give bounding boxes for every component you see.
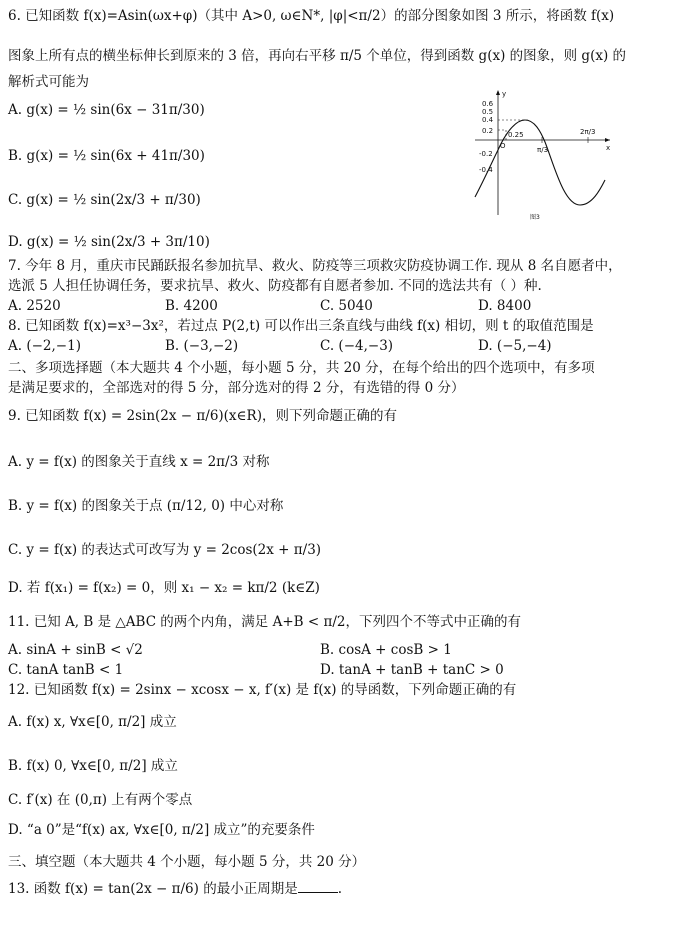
q7-option-d[interactable]: D. 8400 [478, 298, 532, 314]
section3-heading: 三、填空题（本大题共 4 个小题，每小题 5 分，共 20 分） [8, 854, 366, 870]
y-tick-neg-0-4: -0.4 [479, 166, 493, 174]
x-axis-arrow [605, 138, 610, 142]
q6-option-c[interactable]: C. g(x) = ½ sin(2x/3 + π/30) [8, 192, 201, 208]
q8-option-c[interactable]: C. (−4,−3) [320, 338, 394, 354]
q9-option-c[interactable]: C. y = f(x) 的表达式可改写为 y = 2cos(2x + π/3) [8, 542, 322, 558]
q12-option-a[interactable]: A. f(x) x, ∀x∈[0, π/2] 成立 [8, 714, 177, 730]
q6-line1: 6. 已知函数 f(x)=Asin(ωx+φ)（其中 A>0, ω∈N*, |φ|<π/2）的部分图象如图 3 所示，将函数 f(x) [8, 8, 615, 24]
q6-line3: 解析式可能为 [8, 74, 89, 90]
function-graph-figure [470, 90, 610, 220]
q8-option-b[interactable]: B. (−3,−2) [165, 338, 239, 354]
q13-stem-end: . [337, 881, 342, 897]
q7-line2: 选派 5 人担任协调任务，要求抗旱、救火、防疫都有自愿者参加. 不同的选法共有（ ）种. [8, 278, 542, 294]
y-axis-arrow [496, 90, 500, 95]
figure-caption: 图3 [530, 214, 540, 220]
q13-stem-text: 13. 函数 f(x) = tan(2x − π/6) 的最小正周期是 [8, 881, 298, 897]
q7-option-a[interactable]: A. 2520 [8, 298, 61, 314]
q12-option-c[interactable]: C. f′(x) 在 (0,π) 上有两个零点 [8, 792, 193, 808]
q8-option-d[interactable]: D. (−5,−4) [478, 338, 552, 354]
q9-option-d[interactable]: D. 若 f(x₁) = f(x₂) = 0，则 x₁ − x₂ = kπ/2 (k∈Z) [8, 580, 320, 596]
q11-option-d[interactable]: D. tanA + tanB + tanC > 0 [320, 662, 504, 678]
x-axis-label: x [606, 144, 610, 152]
q6-line2: 图象上所有点的横坐标伸长到原来的 3 倍，再向右平移 π/5 个单位，得到函数 g(x) 的图象，则 g(x) 的 [8, 48, 627, 64]
q6-option-d[interactable]: D. g(x) = ½ sin(2x/3 + 3π/10) [8, 234, 210, 250]
q12-stem: 12. 已知函数 f(x) = 2sinx − xcosx − x, f′(x) 是 f(x) 的导函数，下列命题正确的有 [8, 682, 517, 698]
q13-answer-blank[interactable] [298, 878, 338, 893]
q9-stem: 9. 已知函数 f(x) = 2sin(2x − π/6)(x∈R)，则下列命题正确的有 [8, 408, 397, 424]
y-axis-label: y [502, 90, 507, 98]
q9-option-b[interactable]: B. y = f(x) 的图象关于点 (π/12, 0) 中心对称 [8, 498, 284, 514]
q8-line1: 8. 已知函数 f(x)=x³−3x²，若过点 P(2,t) 可以作出三条直线与曲线 f(x) 相切，则 t 的取值范围是 [8, 318, 594, 334]
y-tick-neg-0-2: -0.2 [479, 150, 493, 158]
y-tick-0-2: 0.2 [482, 127, 494, 135]
q13-stem [8, 878, 342, 899]
x-tick-label-2: 2π/3 [580, 128, 596, 136]
section2-heading-line2: 是满足要求的，全部选对的得 5 分，部分选对的得 2 分，有选错的得 0 分） [8, 380, 465, 396]
q11-option-a[interactable]: A. sinA + sinB < √2 [8, 642, 143, 658]
dash-label-025: 0.25 [508, 131, 524, 139]
section2-heading-line1: 二、多项选择题（本大题共 4 个小题，每小题 5 分，共 20 分，在每个给出的四个选项中，有多项 [8, 360, 595, 376]
y-tick-0-5: 0.5 [482, 108, 494, 116]
q6-option-a[interactable]: A. g(x) = ½ sin(6x − 31π/30) [8, 102, 205, 118]
q8-option-a[interactable]: A. (−2,−1) [8, 338, 81, 354]
y-tick-0-6: 0.6 [482, 100, 494, 108]
x-tick-label-1: π/3 [537, 146, 549, 154]
q7-line1: 7. 今年 8 月，重庆市民踊跃报名参加抗旱、救火、防疫等三项救灾防疫协调工作. 现从 8 名自愿者中， [8, 258, 622, 274]
origin-label: O [500, 142, 506, 150]
q9-option-a[interactable]: A. y = f(x) 的图象关于直线 x = 2π/3 对称 [8, 454, 270, 470]
q7-option-b[interactable]: B. 4200 [165, 298, 218, 314]
q12-option-b[interactable]: B. f(x) 0, ∀x∈[0, π/2] 成立 [8, 758, 178, 774]
q11-option-c[interactable]: C. tanA tanB < 1 [8, 662, 124, 678]
q12-option-d[interactable]: D. “a 0”是“f(x) ax, ∀x∈[0, π/2] 成立”的充要条件 [8, 822, 315, 838]
y-tick-0-4: 0.4 [482, 116, 494, 124]
q11-option-b[interactable]: B. cosA + cosB > 1 [320, 642, 452, 658]
q11-stem: 11. 已知 A, B 是 △ABC 的两个内角，满足 A+B < π/2，下列四个不等式中正确的有 [8, 614, 521, 630]
q7-option-c[interactable]: C. 5040 [320, 298, 373, 314]
q6-option-b[interactable]: B. g(x) = ½ sin(6x + 41π/30) [8, 148, 205, 164]
